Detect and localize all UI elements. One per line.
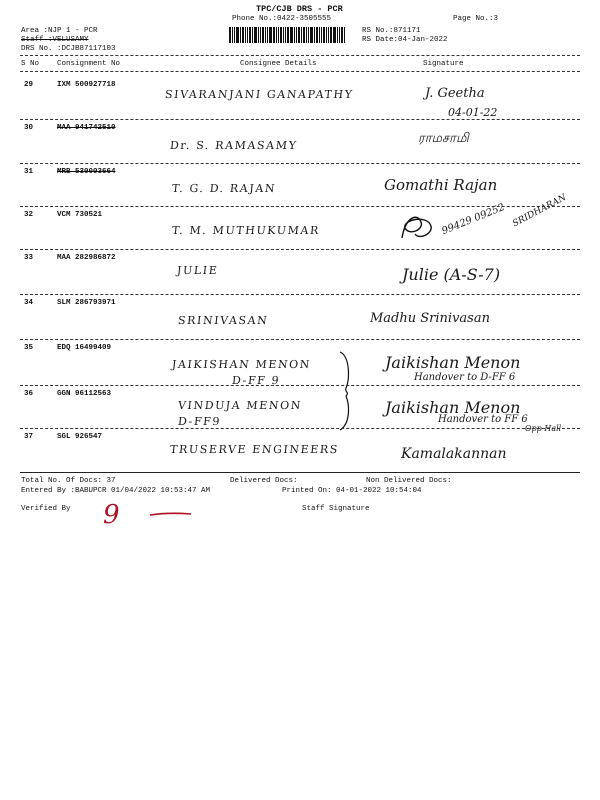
staff-label: Staff :VELUSAMY bbox=[21, 36, 89, 44]
barcode-bar bbox=[285, 27, 286, 43]
barcode-bar bbox=[278, 27, 279, 43]
row-sno: 37 bbox=[24, 433, 34, 441]
barcode-bar bbox=[341, 27, 343, 43]
barcode-bar bbox=[245, 27, 246, 43]
barcode-bar bbox=[287, 27, 289, 43]
report-title: TPC/CJB DRS - PCR bbox=[256, 4, 343, 14]
row-consignment: VCM 730521 bbox=[57, 211, 103, 219]
barcode-bar bbox=[333, 27, 336, 43]
row-sign-note: Handover to D-FF 6 bbox=[414, 372, 516, 383]
row-consignment: IXM 500927718 bbox=[57, 81, 116, 89]
col-signature: Signature bbox=[423, 60, 464, 68]
row-sno: 32 bbox=[24, 211, 34, 219]
row-sno: 30 bbox=[24, 124, 34, 132]
row-sno: 35 bbox=[24, 344, 34, 352]
barcode-bar bbox=[252, 27, 253, 43]
barcode-bar bbox=[314, 27, 315, 43]
divider bbox=[20, 249, 580, 250]
row-sno: 36 bbox=[24, 390, 34, 398]
barcode-bar bbox=[308, 27, 309, 43]
barcode-bar bbox=[344, 27, 345, 43]
barcode-bar bbox=[296, 27, 297, 43]
barcode-bar bbox=[337, 27, 338, 43]
row-consignment: MAA 282986872 bbox=[57, 254, 116, 262]
barcode-bar bbox=[247, 27, 248, 43]
barcode-bar bbox=[330, 27, 332, 43]
barcode-bar bbox=[229, 27, 231, 43]
barcode-bar bbox=[240, 27, 241, 43]
barcode-bar bbox=[267, 27, 268, 43]
col-sno: S No bbox=[21, 60, 40, 68]
row-sign-note: Handover to FF 6 bbox=[438, 414, 528, 425]
drs-number: DRS No. :DCJB87117103 bbox=[21, 45, 116, 53]
delivered-docs: Delivered Docs: bbox=[230, 477, 298, 485]
barcode-bar bbox=[262, 27, 264, 43]
row-sno: 31 bbox=[24, 168, 34, 176]
scribble-signature bbox=[397, 208, 437, 246]
verified-mark: 9 bbox=[103, 500, 120, 530]
barcode-bar bbox=[254, 27, 257, 43]
row-consignee: T. G. D. RAJAN bbox=[171, 182, 277, 195]
verified-by-label: Verified By bbox=[21, 505, 71, 513]
barcode-bar bbox=[269, 27, 272, 43]
barcode bbox=[229, 27, 351, 43]
row-consignee: SRINIVASAN bbox=[177, 314, 270, 327]
row-sno: 34 bbox=[24, 299, 34, 307]
page-number: Page No.:3 bbox=[453, 15, 499, 23]
row-consignment: MRB 530003664 bbox=[57, 168, 116, 176]
staff-signature-label: Staff Signature bbox=[302, 505, 370, 513]
barcode-bar bbox=[339, 27, 340, 43]
row-sign-note: Opp Hall bbox=[525, 424, 562, 433]
row-consignee: JAIKISHAN MENON bbox=[171, 358, 312, 371]
footer-divider bbox=[20, 472, 580, 473]
barcode-bar bbox=[328, 27, 329, 43]
barcode-bar bbox=[290, 27, 293, 43]
rs-date: RS Date:04-Jan-2022 bbox=[362, 36, 448, 44]
row-signature: ராமசாமி bbox=[418, 131, 469, 146]
barcode-bar bbox=[283, 27, 284, 43]
row-sign-note: SRIDHARAN bbox=[511, 192, 569, 230]
col-consignment: Consignment No bbox=[57, 60, 121, 68]
barcode-bar bbox=[326, 27, 327, 43]
row-consignee: SIVARANJANI GANAPATHY bbox=[164, 88, 355, 101]
row-consignment: EDQ 16499409 bbox=[57, 344, 112, 352]
divider bbox=[20, 119, 580, 120]
brace bbox=[336, 350, 358, 432]
row-signature: Kamalakannan bbox=[401, 446, 507, 462]
divider bbox=[20, 385, 580, 386]
row-signature: Jaikishan Menon bbox=[385, 398, 521, 417]
barcode-bar bbox=[249, 27, 251, 43]
barcode-bar bbox=[236, 27, 239, 43]
verified-line bbox=[148, 510, 193, 518]
barcode-bar bbox=[319, 27, 320, 43]
row-consignment: MAA 941742510 bbox=[57, 124, 116, 132]
row-consignee: Dr. S. RAMASAMY bbox=[169, 139, 299, 152]
area-label: Area :NJP 1 - PCR bbox=[21, 27, 98, 35]
row-consignee: T. M. MUTHUKUMAR bbox=[171, 224, 321, 237]
row-consignment: GGN 96112563 bbox=[57, 390, 112, 398]
divider bbox=[20, 428, 580, 429]
row-signature: J. Geetha bbox=[425, 86, 485, 101]
row-consignee: JULIE bbox=[176, 264, 220, 277]
printed-on: Printed On: 04-01-2022 10:54:04 bbox=[282, 487, 422, 495]
divider bbox=[20, 339, 580, 340]
barcode-bar bbox=[298, 27, 300, 43]
barcode-bar bbox=[234, 27, 235, 43]
row-signature: Madhu Srinivasan bbox=[370, 311, 490, 326]
total-docs: Total No. Of Docs: 37 bbox=[21, 477, 116, 485]
row-signature: Jaikishan Menon bbox=[385, 353, 521, 372]
col-consignee: Consignee Details bbox=[240, 60, 317, 68]
row-sign-date: 04-01-22 bbox=[448, 106, 498, 119]
barcode-bar bbox=[316, 27, 318, 43]
row-signature: Gomathi Rajan bbox=[384, 176, 498, 194]
row-consignment: SGL 926547 bbox=[57, 433, 103, 441]
row-consignment: SLM 286793971 bbox=[57, 299, 116, 307]
barcode-bar bbox=[303, 27, 305, 43]
row-consignee-note: D-FF9 bbox=[177, 415, 222, 428]
rs-number: RS No.:871171 bbox=[362, 27, 421, 35]
barcode-bar bbox=[260, 27, 261, 43]
barcode-bar bbox=[301, 27, 302, 43]
divider bbox=[20, 55, 580, 56]
barcode-bar bbox=[294, 27, 295, 43]
entered-by: Entered By :BABUPCR 01/04/2022 10:53:47 AM bbox=[21, 487, 211, 495]
row-signature: 99429 09252 bbox=[440, 201, 507, 238]
barcode-bar bbox=[323, 27, 325, 43]
row-sno: 29 bbox=[24, 81, 34, 89]
non-delivered-docs: Non Delivered Docs: bbox=[366, 477, 452, 485]
barcode-bar bbox=[265, 27, 266, 43]
barcode-bar bbox=[306, 27, 307, 43]
divider bbox=[20, 294, 580, 295]
divider bbox=[20, 163, 580, 164]
row-consignee: VINDUJA MENON bbox=[177, 399, 303, 412]
row-consignee-note: D-FF 9 bbox=[231, 374, 281, 387]
barcode-bar bbox=[232, 27, 233, 43]
row-consignee: TRUSERVE ENGINEERS bbox=[169, 443, 340, 456]
barcode-bar bbox=[280, 27, 282, 43]
row-sno: 33 bbox=[24, 254, 34, 262]
barcode-bar bbox=[273, 27, 275, 43]
phone-number: Phone No.:0422-3505555 bbox=[232, 15, 332, 23]
barcode-bar bbox=[321, 27, 322, 43]
barcode-bar bbox=[242, 27, 244, 43]
barcode-bar bbox=[258, 27, 259, 43]
barcode-bar bbox=[310, 27, 313, 43]
barcode-bar bbox=[276, 27, 277, 43]
divider bbox=[20, 71, 580, 72]
row-signature: Julie (A-S-7) bbox=[402, 265, 501, 284]
